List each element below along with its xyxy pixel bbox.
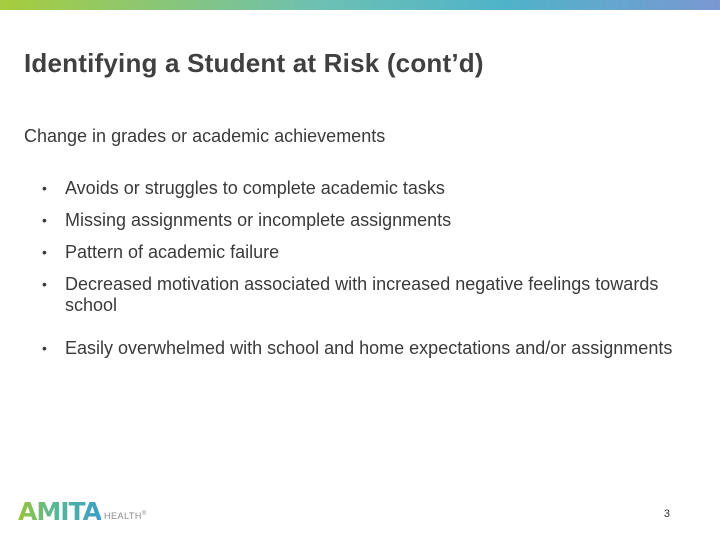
- bullet-text: Missing assignments or incomplete assignments: [65, 210, 452, 230]
- bullet-icon: •: [42, 180, 47, 196]
- logo-brand: AMITA: [18, 497, 101, 526]
- bullet-item: [40, 242, 680, 263]
- bullet-icon: •: [42, 244, 47, 260]
- bullet-text: Pattern of academic failure: [65, 242, 280, 262]
- bullet-text: Decreased motivation associated with increased negative feelings towards school: [65, 274, 659, 315]
- bullet-text: Avoids or struggles to complete academic tasks: [65, 178, 445, 198]
- top-accent-bar: [0, 0, 720, 10]
- bullet-icon: •: [42, 276, 47, 292]
- bullet-item: [40, 210, 680, 231]
- page-number: 3: [663, 508, 670, 520]
- slide-subtitle: Change in grades or academic achievements: [24, 126, 386, 146]
- logo-suffix: HEALTH®: [104, 511, 147, 521]
- bullet-item: [40, 178, 680, 199]
- bullet-item: [40, 274, 680, 316]
- amita-health-logo: [18, 497, 147, 525]
- bullet-text: Easily overwhelmed with school and home expectations and/or assignments: [65, 338, 673, 358]
- bullet-icon: •: [42, 212, 47, 228]
- bullet-item: [40, 338, 680, 359]
- bullet-list: [40, 178, 680, 370]
- bullet-icon: •: [42, 340, 47, 356]
- slide-title: Identifying a Student at Risk (cont’d): [24, 48, 484, 78]
